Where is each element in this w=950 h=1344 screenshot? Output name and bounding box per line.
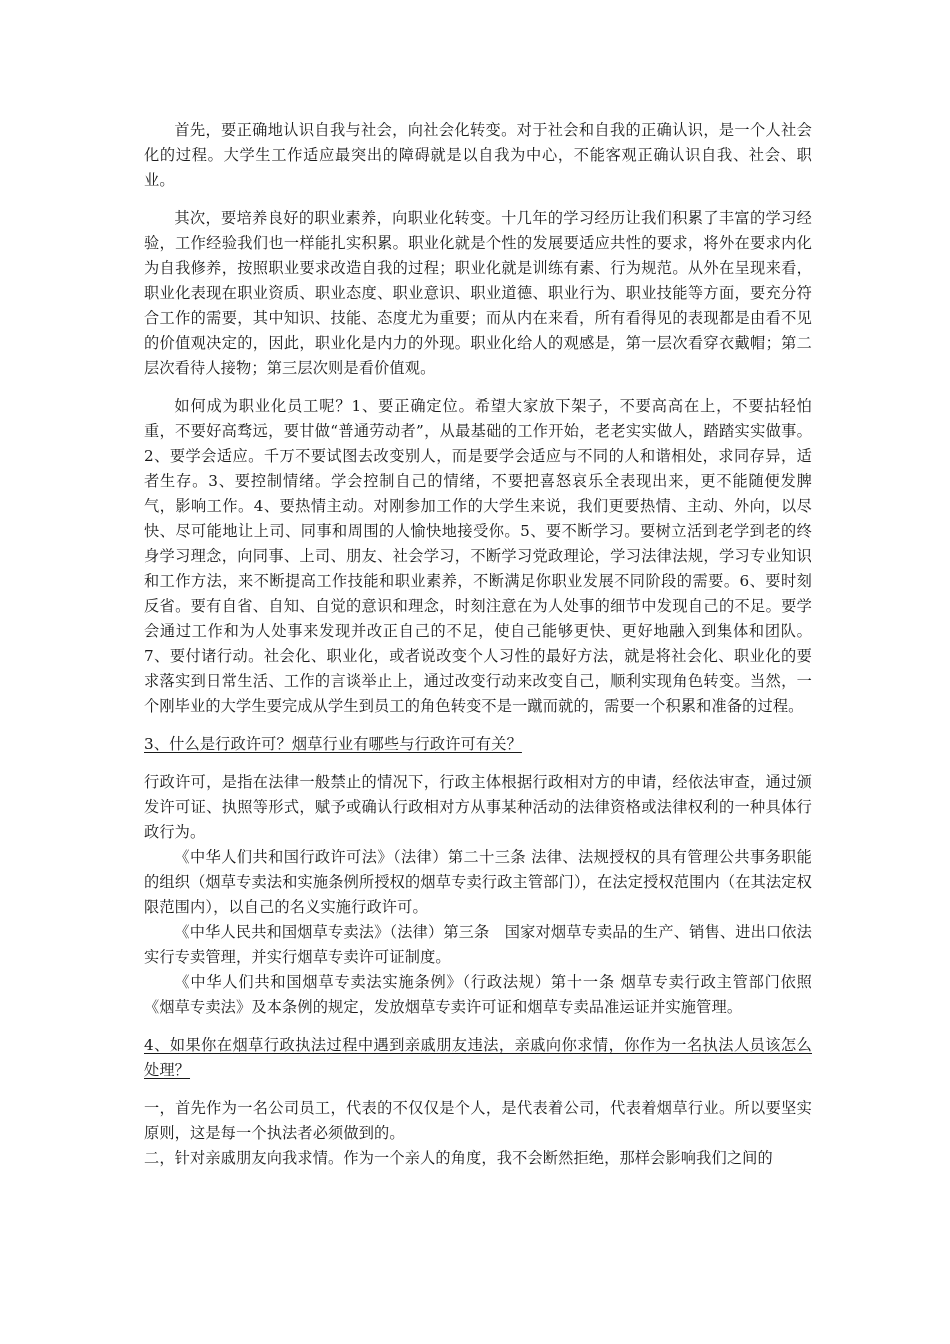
law-tobacco-implementation-regulation: 《中华人们共和国烟草专卖法实施条例》（行政法规）第十一条 烟草专卖行政主管部门依照《烟草专卖法》及本条例的规定，发放烟草专卖许可证和烟草专卖品准运证并实施管理。 <box>144 973 812 1016</box>
paragraph-professional-employee: 如何成为职业化员工呢？1、要正确定位。希望大家放下架子，不要高高在上，不要拈轻怕重，不要好高骛远，要甘做“普通劳动者”，从最基础的工作开始，老老实实做人，踏踏实实做事。2、要学会适应。千万不要试图去改变别人，而是要学会适应与不同的人和谐相处，求同存异，适者生存。3、要控制情绪。学会控制自己的情绪，不要把喜怒哀乐全表现出来，更不能随便发脾气，影响工作。4、要热情主动。对刚参加工作的大学生来说，我们更要热情、主动、外向，以尽快、尽可能地让上司、同事和周围的人愉快地接受你。5、要不断学习。要树立活到老学到老的终身学习理念，向同事、上司、朋友、社会学习，不断学习党政理论，学习法律法规，学习专业知识和工作方法，来不断提高工作技能和职业素养，不断满足你职业发展不同阶段的需要。6、要时刻反省。要有自省、自知、自觉的意识和理念，时刻注意在为人处事的细节中发现自己的不足。要学会通过工作和为人处事来发现并改正自己的不足，使自己能够更快、更好地融入到集体和团队。7、要付诸行动。社会化、职业化，或者说改变个人习性的最好方法，就是将社会化、职业化的要求落实到日常生活、工作的言谈举止上，通过改变行动来改变自己，顺利实现角色转变。当然，一个刚毕业的大学生要完成从学生到员工的角色转变不是一蹴而就的，需要一个积累和准备的过程。 <box>144 397 812 715</box>
question-4-answer-1: 一，首先作为一名公司员工，代表的不仅仅是个人，是代表着公司，代表着烟草行业。所以要坚实原则，这是每一个执法者必须做到的。 <box>144 1099 812 1142</box>
question-4-answer-2: 二，针对亲戚朋友向我求情。作为一个亲人的角度，我不会断然拒绝，那样会影响我们之间的 <box>144 1149 773 1167</box>
law-tobacco-monopoly: 《中华人民共和国烟草专卖法》（法律）第三条 国家对烟草专卖品的生产、销售、进出口依法实行专卖管理，并实行烟草专卖许可证制度。 <box>144 923 812 966</box>
document-page <box>144 118 812 1171</box>
paragraph-professionalization: 其次，要培养良好的职业素养，向职业化转变。十几年的学习经历让我们积累了丰富的学习经验，工作经验我们也一样能扎实积累。职业化就是个性的发展要适应共性的要求，将外在要求内化为自我修养，按照职业要求改造自我的过程；职业化就是训练有素、行为规范。从外在呈现来看，职业化表现在职业资质、职业态度、职业意识、职业道德、职业行为、职业技能等方面，要充分符合工作的需要，其中知识、技能、态度尤为重要；而从内在来看，所有看得见的表现都是由看不见的价值观决定的，因此，职业化是内力的外现。职业化给人的观感是，第一层次看穿衣戴帽；第二层次看待人接物；第三层次则是看价值观。 <box>144 209 812 377</box>
question-4-heading: 4、如果你在烟草行政执法过程中遇到亲戚朋友违法，亲戚向你求情，你作为一名执法人员该怎么处理？ <box>144 1036 812 1079</box>
question-3-heading: 3、什么是行政许可？烟草行业有哪些与行政许可有关？ <box>144 735 522 753</box>
question-3-answer: 行政许可，是指在法律一般禁止的情况下，行政主体根据行政相对方的申请，经依法审查，通过颁发许可证、执照等形式，赋予或确认行政相对方从事某种活动的法律资格或法律权利的一种具体行政行为。 <box>144 773 812 841</box>
paragraph-socialization: 首先，要正确地认识自我与社会，向社会化转变。对于社会和自我的正确认识，是一个人社会化的过程。大学生工作适应最突出的障碍就是以自我为中心，不能客观正确认识自我、社会、职业。 <box>144 121 812 189</box>
law-administrative-licensing: 《中华人们共和国行政许可法》（法律）第二十三条 法律、法规授权的具有管理公共事务职能的组织（烟草专卖法和实施条例所授权的烟草专卖行政主管部门），在法定授权范围内（在其法定权限范围内），以自己的名义实施行政许可。 <box>144 848 812 916</box>
